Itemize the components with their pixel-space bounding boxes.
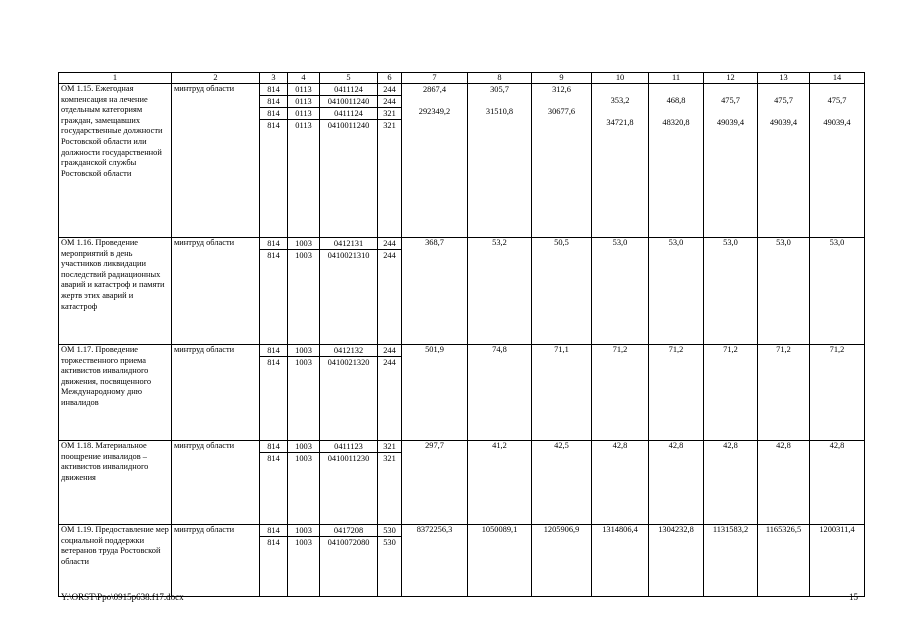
code-value: 0113: [288, 108, 319, 120]
value-cell: 1165326,5: [758, 525, 810, 597]
code-cell: [378, 84, 402, 238]
value: 2867,4: [422, 85, 447, 94]
code-value: 244: [378, 96, 401, 108]
code-cell: [288, 84, 320, 238]
code-value: 814: [260, 345, 287, 357]
code-value: 0411123: [320, 441, 377, 453]
value-cell: 53,0: [649, 238, 704, 345]
code-value: 1003: [288, 525, 319, 537]
header-cell: 8: [468, 73, 532, 84]
executor-cell: минтруд области: [172, 238, 260, 345]
header-cell: 14: [810, 73, 865, 84]
code-cell: [378, 441, 402, 525]
value: 475,7: [774, 96, 793, 105]
header-cell: 1: [59, 73, 172, 84]
code-value: 0417208: [320, 525, 377, 537]
code-value: 321: [383, 121, 396, 130]
measure-name: ОМ 1.15. Ежегодная компенсация на лечение отдельным категориям граждан, замещавших государственные должности Ростовской области или должности государственной гражданской службы Ростовской области: [59, 84, 172, 238]
code-value: 814: [267, 454, 280, 463]
value-cell: 53,0: [704, 238, 758, 345]
header-cell: 11: [649, 73, 704, 84]
code-value: 814: [260, 441, 287, 453]
code-value: 1003: [295, 454, 312, 463]
measure-name: ОМ 1.16. Проведение мероприятий в день участников ликвидации последствий радиационных аварий и катастроф и памяти жертв этих аварий и катастроф: [59, 238, 172, 345]
value-cell: 1050089,1: [468, 525, 532, 597]
executor-cell: минтруд области: [172, 525, 260, 597]
value: 468,8: [666, 96, 686, 105]
header-cell: 12: [704, 73, 758, 84]
code-value: 321: [378, 441, 401, 453]
table-row: [59, 441, 865, 525]
header-cell: 13: [758, 73, 810, 84]
code-value: 0411124: [320, 108, 377, 120]
code-value: 0412131: [320, 238, 377, 250]
value-cell: 71,2: [649, 345, 704, 441]
header-row: [59, 73, 865, 84]
code-cell: [288, 238, 320, 345]
code-value: 530: [378, 525, 401, 537]
value-cell: 501,9: [402, 345, 468, 441]
code-cell: [320, 441, 378, 525]
code-value: 1003: [288, 345, 319, 357]
code-value: 0411124: [320, 84, 377, 96]
value-cell: 42,8: [810, 441, 865, 525]
value-cell: 42,8: [758, 441, 810, 525]
value-cell: 42,5: [532, 441, 592, 525]
value-cell: [468, 84, 532, 238]
code-value: 0412132: [320, 345, 377, 357]
value-cell: [592, 84, 649, 238]
value-cell: 41,2: [468, 441, 532, 525]
table-row: [59, 84, 865, 238]
code-value: 814: [260, 108, 287, 120]
header-cell: 2: [172, 73, 260, 84]
code-value: 0410011240: [320, 96, 377, 108]
code-value: 1003: [288, 441, 319, 453]
code-value: 814: [267, 121, 280, 130]
value: 305,7: [490, 85, 509, 94]
code-cell: [320, 525, 378, 597]
code-value: 814: [267, 538, 280, 547]
code-cell: [260, 525, 288, 597]
value: 31510,8: [485, 107, 514, 116]
value-cell: 50,5: [532, 238, 592, 345]
value-cell: 297,7: [402, 441, 468, 525]
code-value: 814: [267, 251, 280, 260]
code-value: 814: [260, 525, 287, 537]
value-cell: 53,0: [810, 238, 865, 345]
value-cell: 71,2: [704, 345, 758, 441]
value-cell: 1304232,8: [649, 525, 704, 597]
budget-table: [58, 72, 865, 597]
code-value: 814: [260, 96, 287, 108]
table-row: [59, 345, 865, 441]
code-value: 0113: [295, 121, 312, 130]
header-cell: 9: [532, 73, 592, 84]
code-cell: [378, 238, 402, 345]
value-cell: 71,2: [810, 345, 865, 441]
code-cell: [288, 345, 320, 441]
code-cell: [260, 238, 288, 345]
code-cell: [260, 345, 288, 441]
value: 34721,8: [606, 118, 634, 127]
table-row: [59, 525, 865, 597]
value-cell: 53,0: [592, 238, 649, 345]
code-value: 1003: [295, 251, 312, 260]
code-value: 244: [378, 84, 401, 96]
measure-name: ОМ 1.19. Предоставление мер социальной поддержки ветеранов труда Ростовской области: [59, 525, 172, 597]
value-cell: 71,2: [758, 345, 810, 441]
code-cell: [320, 238, 378, 345]
value: 48320,8: [662, 118, 690, 127]
measure-name: ОМ 1.18. Материальное поощрение инвалидов – активистов инвалидного движения: [59, 441, 172, 525]
page-number: 15: [849, 592, 858, 602]
code-cell: [288, 525, 320, 597]
value-cell: 53,2: [468, 238, 532, 345]
table-row: [59, 238, 865, 345]
code-value: 321: [383, 454, 396, 463]
value-cell: [810, 84, 865, 238]
code-value: 0113: [288, 84, 319, 96]
value: 292349,2: [418, 107, 451, 116]
code-value: 0410021310: [327, 251, 370, 260]
value-cell: 1131583,2: [704, 525, 758, 597]
header-cell: 4: [288, 73, 320, 84]
code-cell: [320, 84, 378, 238]
code-cell: [260, 441, 288, 525]
code-value: 0410021320: [327, 358, 370, 367]
code-value: 1003: [288, 238, 319, 250]
value-cell: 71,2: [592, 345, 649, 441]
code-value: 244: [378, 238, 401, 250]
value-cell: 71,1: [532, 345, 592, 441]
code-value: 1003: [295, 538, 312, 547]
executor-cell: минтруд области: [172, 84, 260, 238]
value: 475,7: [827, 96, 847, 105]
value-cell: [649, 84, 704, 238]
value-cell: [402, 84, 468, 238]
value-cell: 42,8: [649, 441, 704, 525]
code-value: 0113: [288, 96, 319, 108]
value: 49039,4: [769, 118, 798, 127]
code-value: 0410011230: [327, 454, 370, 463]
code-value: 321: [378, 108, 401, 120]
code-value: 244: [383, 358, 396, 367]
executor-cell: минтруд области: [172, 345, 260, 441]
value-cell: 42,8: [592, 441, 649, 525]
code-value: 244: [378, 345, 401, 357]
code-cell: [378, 345, 402, 441]
header-cell: 5: [320, 73, 378, 84]
value-cell: 368,7: [402, 238, 468, 345]
header-cell: 3: [260, 73, 288, 84]
footer-file-path: Y:\ORST\Ppo\0915p638.f17.docx: [61, 592, 184, 602]
value: 475,7: [721, 96, 740, 105]
code-cell: [320, 345, 378, 441]
value-cell: 74,8: [468, 345, 532, 441]
value: 30677,6: [547, 107, 576, 116]
code-value: 814: [267, 358, 280, 367]
value-cell: 8372256,3: [402, 525, 468, 597]
code-value: 0410072080: [327, 538, 370, 547]
value-cell: [532, 84, 592, 238]
value-cell: 42,8: [704, 441, 758, 525]
header-cell: 6: [378, 73, 402, 84]
value: 49039,4: [823, 118, 851, 127]
code-cell: [260, 84, 288, 238]
executor-cell: минтруд области: [172, 441, 260, 525]
header-cell: 10: [592, 73, 649, 84]
code-cell: [378, 525, 402, 597]
value-cell: [704, 84, 758, 238]
code-value: 1003: [295, 358, 312, 367]
code-value: 0410011240: [327, 121, 370, 130]
value-cell: [758, 84, 810, 238]
value-cell: 1205906,9: [532, 525, 592, 597]
value-cell: 1200311,4: [810, 525, 865, 597]
value: 312,6: [552, 85, 571, 94]
code-value: 814: [260, 238, 287, 250]
value-cell: 53,0: [758, 238, 810, 345]
value: 49039,4: [716, 118, 745, 127]
code-value: 244: [383, 251, 396, 260]
code-cell: [288, 441, 320, 525]
measure-name: ОМ 1.17. Проведение торжественного приема активистов инвалидного движения, посвященного Международному дню инвалидов: [59, 345, 172, 441]
value: 353,2: [610, 96, 630, 105]
value-cell: 1314806,4: [592, 525, 649, 597]
code-value: 530: [383, 538, 396, 547]
code-value: 814: [260, 84, 287, 96]
header-cell: 7: [402, 73, 468, 84]
